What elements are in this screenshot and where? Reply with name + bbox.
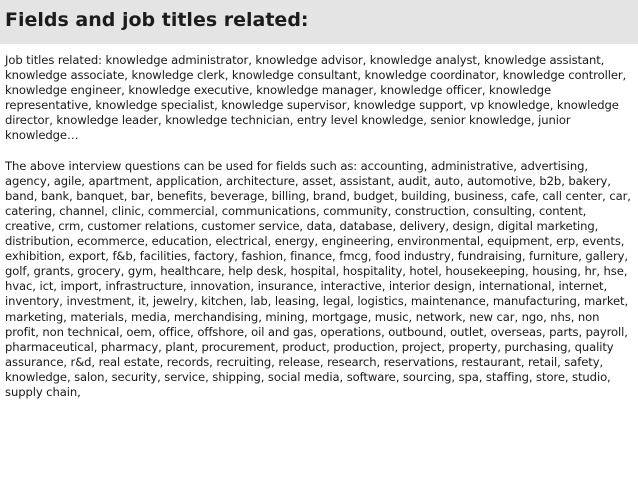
slide-title: Fields and job titles related: <box>5 9 309 31</box>
title-bar <box>0 0 638 44</box>
job-titles-paragraph: Job titles related: knowledge administrator, knowledge advisor, knowledge analyst, knowledge assistant, knowledge associate, knowledge clerk, knowledge consultant, knowledge coordinator, knowledge controller, knowledge engineer, knowledge executive, knowledge manager, knowledge officer, knowledge representative, knowledge specialist, knowledge supervisor, knowledge support, vp knowledge, knowledge director, knowledge leader, knowledge technician, entry level knowledge, senior knowledge, junior knowledge… <box>5 53 627 143</box>
fields-paragraph: The above interview questions can be used for fields such as: accounting, administrative, advertising, agency, agile, apartment, application, architecture, asset, assistant, audit, auto, automotive, b2b, bakery, band, bank, banquet, bar, benefits, beverage, billing, brand, budget, building, business, cafe, call center, car, catering, channel, clinic, commercial, communications, community, construction, consulting, content, creative, crm, customer relations, customer service, data, database, delivery, design, digital marketing, distribution, ecommerce, education, electrical, energy, engineering, environmental, equipment, erp, events, exhibition, export, f&b, facilities, factory, fashion, finance, fmcg, food industry, fundraising, furniture, gallery, golf, grants, grocery, gym, healthcare, help desk, hospital, hospitality, hotel, housekeeping, housing, hr, hse, hvac, ict, import, infrastructure, innovation, insurance, interactive, interior design, international, internet, inventory, investment, it, jewelry, kitchen, lab, leasing, legal, logistics, maintenance, manufacturing, market, marketing, materials, media, merchandising, mining, mortgage, music, network, new car, ngo, nhs, non profit, non technical, oem, office, offshore, oil and gas, operations, outbound, outlet, overseas, parts, payroll, pharmaceutical, pharmacy, plant, procurement, product, production, project, property, purchasing, quality assurance, r&d, real estate, records, recruiting, release, research, reservations, restaurant, retail, safety, knowledge, salon, security, service, shipping, social media, software, sourcing, spa, staffing, store, studio, supply chain, <box>5 158 631 399</box>
slide-content <box>5 53 635 400</box>
